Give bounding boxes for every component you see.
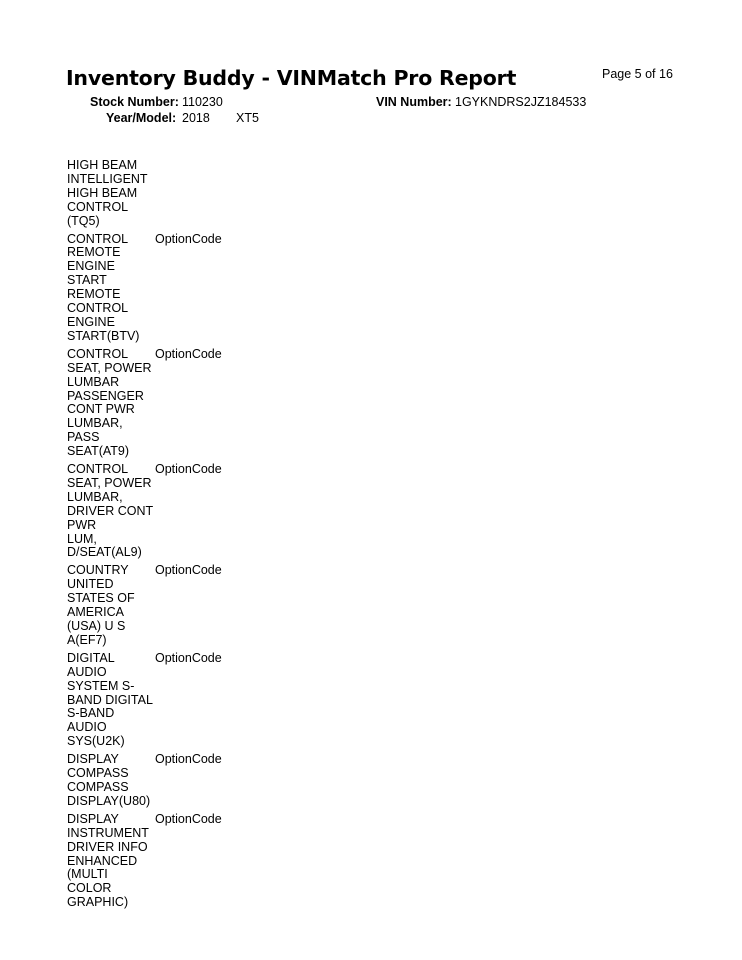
- option-list: [67, 159, 327, 914]
- option-type: OptionCode: [155, 346, 222, 361]
- option-row: [67, 348, 327, 459]
- model-value: XT5: [236, 111, 259, 125]
- option-description: CONTROL REMOTE ENGINE START REMOTE CONTROL ENGINE START(BTV): [67, 231, 140, 343]
- vin-number-label: VIN Number:: [376, 95, 452, 109]
- option-type: OptionCode: [155, 231, 222, 246]
- option-description: COUNTRY UNITED STATES OF AMERICA (USA) U S A(EF7): [67, 563, 135, 647]
- option-row: [67, 233, 327, 344]
- year-value: 2018: [182, 111, 210, 125]
- option-description: DISPLAY COMPASS COMPASS DISPLAY(U80): [67, 752, 151, 808]
- option-description: DISPLAY INSTRUMENT DRIVER INFO ENHANCED (MULTI COLOR GRAPHIC): [67, 811, 149, 910]
- option-type: OptionCode: [155, 462, 222, 477]
- vin-number-value: 1GYKNDRS2JZ184533: [455, 95, 587, 109]
- page-number: Page 5 of 16: [602, 67, 673, 81]
- stock-number-label: Stock Number:: [90, 95, 179, 109]
- option-type: OptionCode: [155, 811, 222, 826]
- option-row: [67, 159, 327, 229]
- option-description: DIGITAL AUDIO SYSTEM S- BAND DIGITAL S-BAND AUDIO SYS(U2K): [67, 650, 153, 749]
- option-row: [67, 753, 327, 809]
- report-title: Inventory Buddy - VINMatch Pro Report: [66, 66, 517, 90]
- option-type: OptionCode: [155, 650, 222, 665]
- option-description: HIGH BEAM INTELLIGENT HIGH BEAM CONTROL (TQ5): [67, 158, 148, 228]
- option-description: CONTROL SEAT, POWER LUMBAR PASSENGER CONT PWR LUMBAR, PASS SEAT(AT9): [67, 346, 152, 459]
- option-row: [67, 463, 327, 560]
- option-description: CONTROL SEAT, POWER LUMBAR, DRIVER CONT PWR LUM, D/SEAT(AL9): [67, 462, 154, 560]
- option-row: [67, 813, 327, 910]
- year-model-label: Year/Model:: [106, 111, 177, 125]
- option-row: [67, 564, 327, 647]
- stock-number-value: 110230: [182, 95, 223, 109]
- option-type: OptionCode: [155, 752, 222, 767]
- option-type: OptionCode: [155, 563, 222, 578]
- option-row: [67, 652, 327, 749]
